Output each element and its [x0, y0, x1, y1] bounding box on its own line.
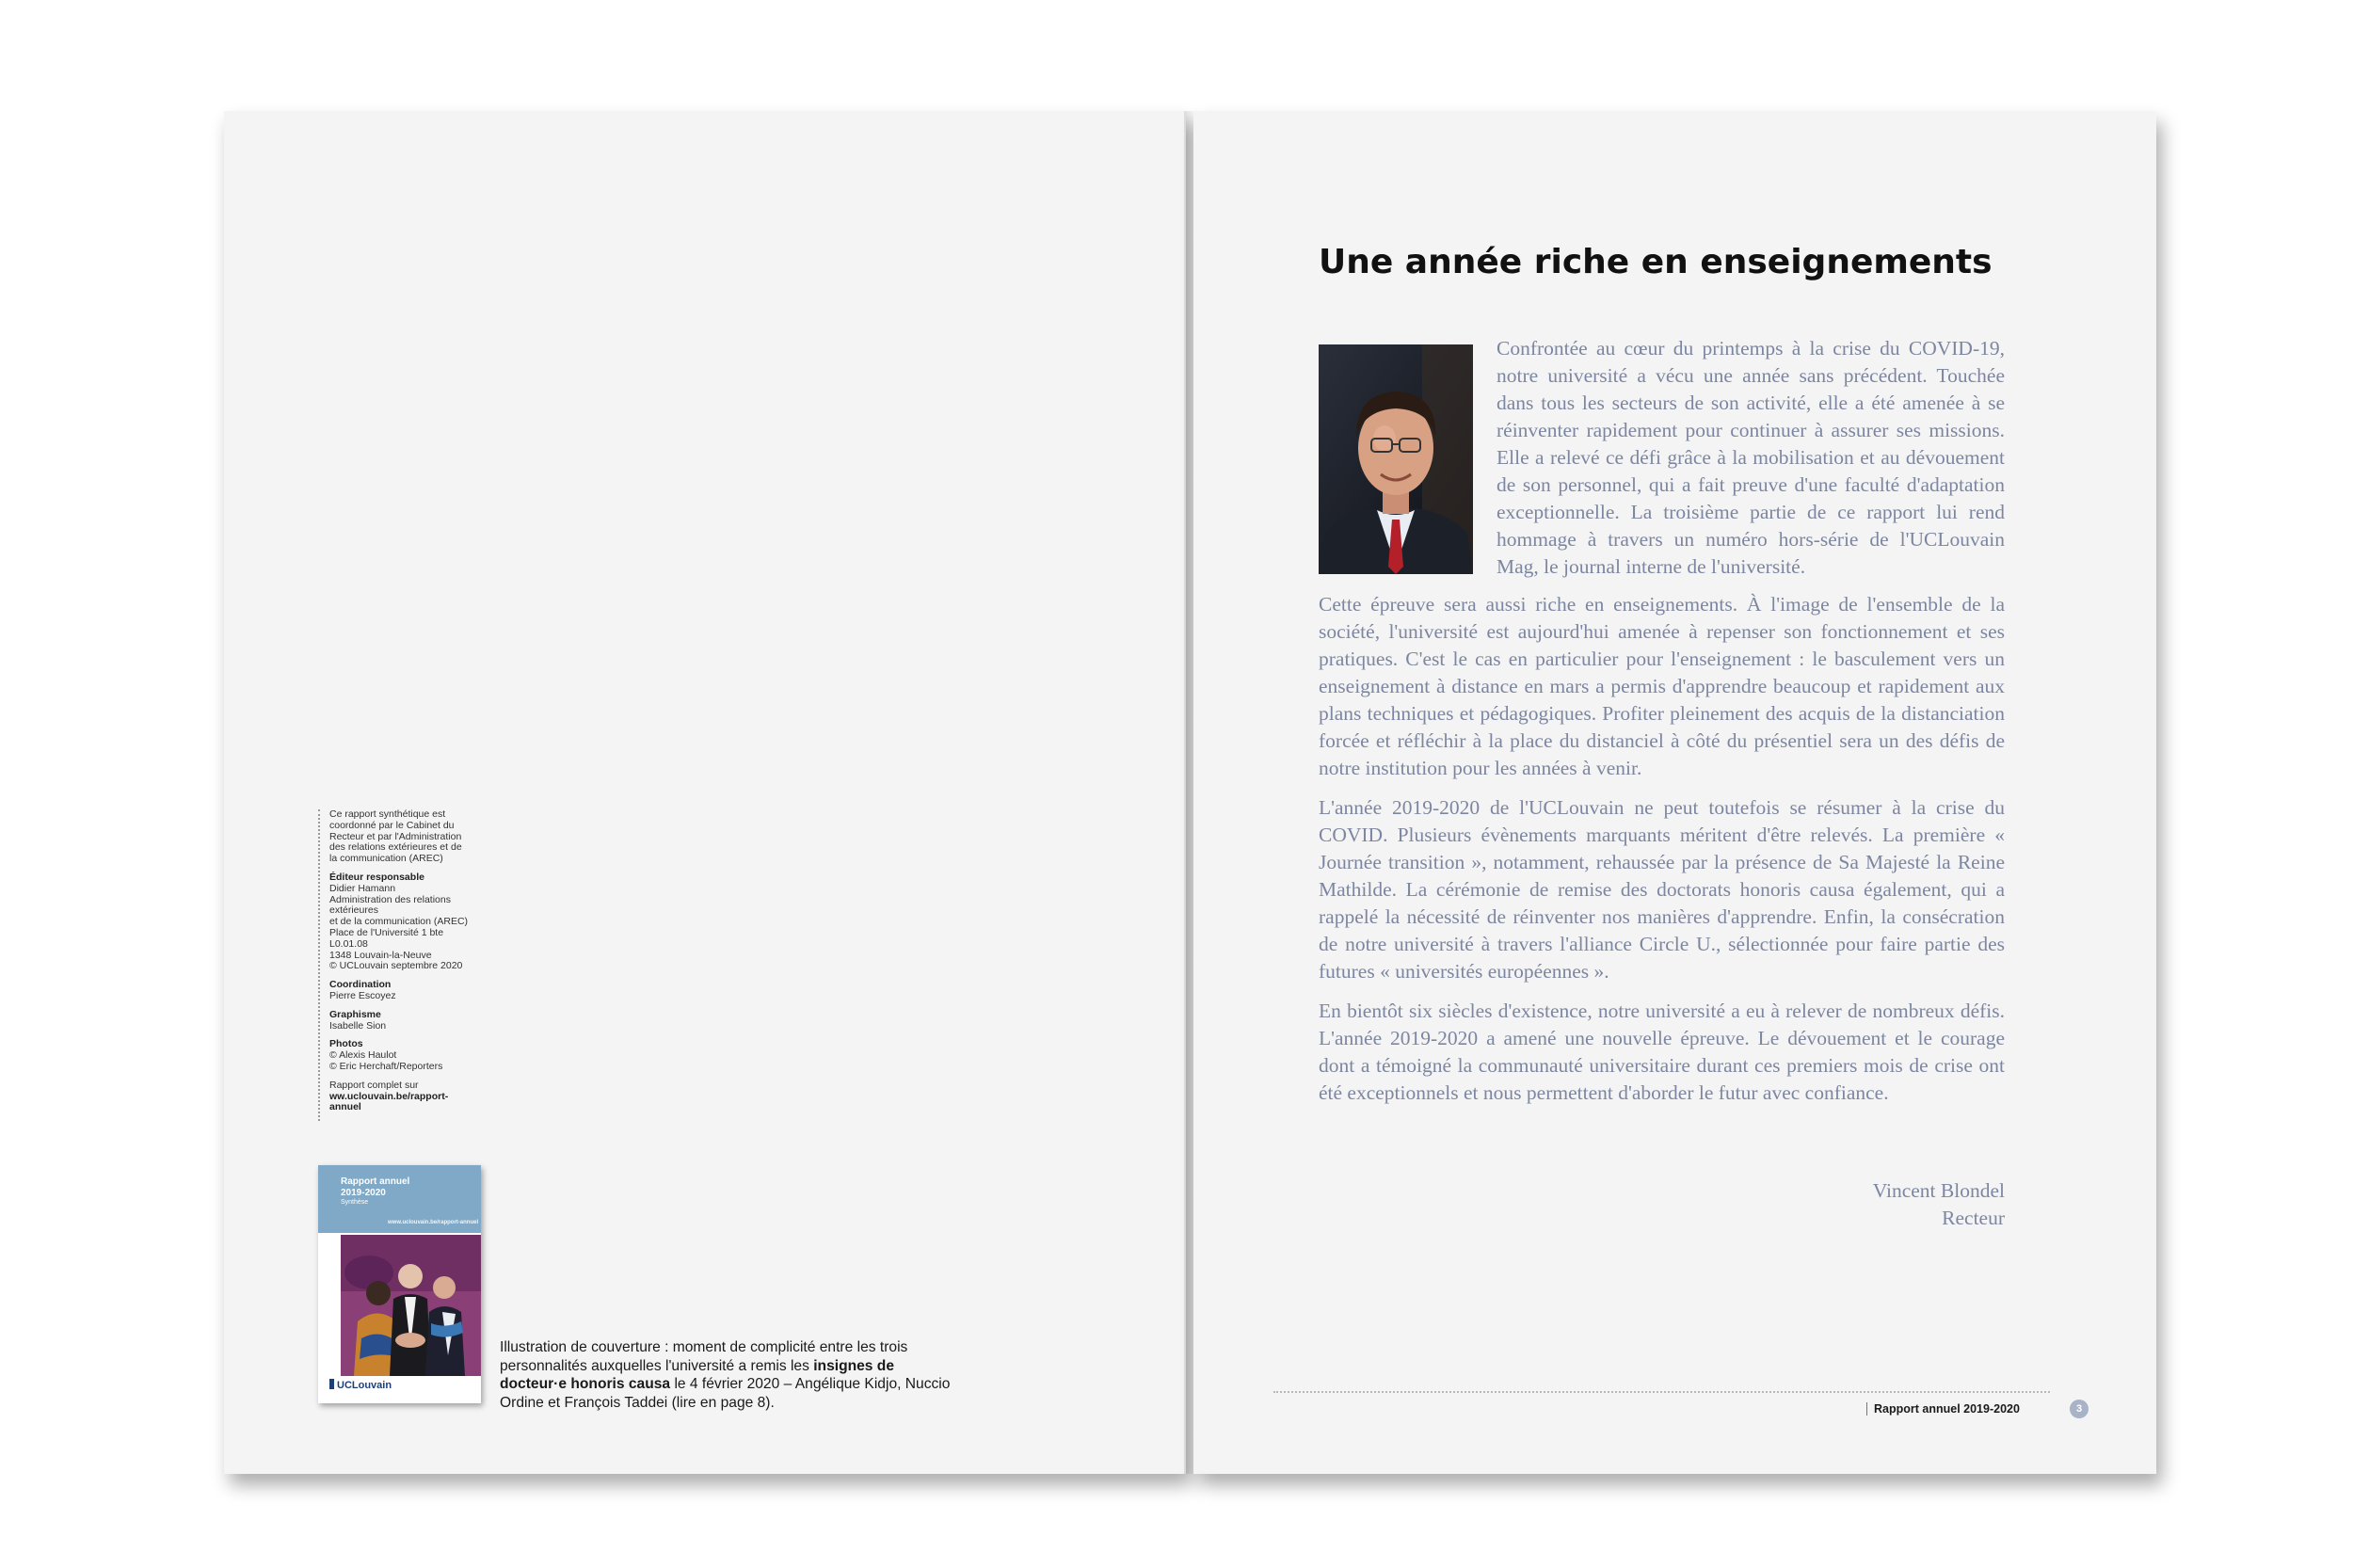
- colophon-editor-heading: Éditeur responsable: [329, 871, 424, 883]
- caption-bold-text: insignes de docteur·e honoris causa: [500, 1357, 895, 1392]
- colophon-editor-line: © UCLouvain septembre 2020: [329, 960, 463, 972]
- caption-text: Illustration de couverture : moment de complicité entre les trois personnalités auxquelles l'université a remis les: [500, 1339, 908, 1374]
- report-link-url[interactable]: ww.uclouvain.be/rapport-: [329, 1090, 449, 1102]
- colophon-photos-line: © Eric Herchaft/Reporters: [329, 1060, 443, 1072]
- colophon-intro-line: la communication (AREC): [329, 853, 443, 865]
- colophon-coordination: [329, 980, 494, 1002]
- cover-logo: [329, 1379, 392, 1391]
- paragraph-1: Confrontée au cœur du printemps à la crise du COVID-19, notre université a vécu une année sans précédent. Touchée dans tous les secteurs de son activité, elle a été amenée à se réinventer rapidement pour continuer à assurer ses missions. Elle a relevé ce défi grâce à la mobilisation et au dévouement de son personnel, qui a fait preuve d'une faculté d'adaptation exceptionnelle. La troisième partie de ce rapport lui rend hommage à travers un numéro hors-série de l'UCLouvain Mag, le journal interne de l'université.: [1497, 337, 2005, 578]
- colophon-report-link: [329, 1080, 494, 1113]
- paragraph-4: En bientôt six siècles d'existence, notre université a eu à relever de nombreux défis. L'année 2019-2020 a amené une nouvelle épreuve. Le dévouement et le courage dont a témoigné la communauté universitaire durant ces premiers mois de crise ont été exceptionnels et nous permettent d'aborder le futur avec confiance.: [1319, 1000, 2005, 1104]
- colophon-editor-line: L0.01.08: [329, 937, 368, 950]
- colophon-editor-line: Administration des relations: [329, 893, 451, 905]
- signature-name: Vincent Blondel: [1872, 1179, 2005, 1202]
- right-page: [1193, 111, 2156, 1474]
- cover-title: Rapport annuel: [341, 1176, 410, 1187]
- caption-text-end: le 4 février 2020 – Angélique Kidjo, Nuccio Ordine et François Taddei (lire en page 8).: [500, 1376, 951, 1411]
- colophon-intro-line: Ce rapport synthétique est: [329, 808, 446, 820]
- colophon-intro: [329, 809, 494, 865]
- colophon-intro-line: coordonné par le Cabinet du: [329, 819, 455, 831]
- colophon-photos-heading: Photos: [329, 1038, 363, 1050]
- colophon-coordination-line: Pierre Escoyez: [329, 989, 396, 1001]
- paragraph-3: L'année 2019-2020 de l'UCLouvain ne peut toutefois se résumer à la crise du COVID. Plusieurs évènements marquants méritent d'être relevés. La première « Journée transition », notamment, rehaussée par la présence de Sa Majesté la Reine Mathilde. La cérémonie de remise des doctorats honoris causa également, qui a rappelé la nécessité de réinventer nos manières d'apprendre. Enfin, la consécration de notre université à travers l'alliance Circle U., sélectionnée pour faire partie des futures « universités européennes ».: [1319, 796, 2005, 983]
- page-title: Une année riche en enseignements: [1319, 243, 1993, 281]
- article-body: [1319, 591, 2005, 1119]
- colophon-photos: [329, 1039, 494, 1072]
- cover-subtitle: Synthèse: [341, 1199, 369, 1206]
- uclouvain-logo-icon: [329, 1379, 334, 1389]
- colophon-intro-line: Recteur et par l'Administration: [329, 830, 462, 842]
- footer-rule: [1273, 1391, 2050, 1393]
- signature: [1628, 1177, 2005, 1232]
- colophon-intro-line: des relations extérieures et de: [329, 841, 462, 854]
- colophon-editor-line: et de la communication (AREC): [329, 916, 469, 928]
- colophon-design: [329, 1010, 494, 1032]
- cover-caption: [500, 1338, 952, 1412]
- page-number-badge: 3: [2070, 1400, 2089, 1418]
- colophon: [318, 809, 494, 1121]
- colophon-editor-line: extérieures: [329, 904, 378, 917]
- colophon-editor: [329, 872, 494, 972]
- colophon-design-heading: Graphisme: [329, 1008, 381, 1020]
- left-page: [224, 111, 1186, 1474]
- report-link-text: Rapport complet sur: [329, 1079, 419, 1091]
- colophon-editor-line: Didier Hamann: [329, 882, 396, 894]
- paragraph-2: Cette épreuve sera aussi riche en enseignements. À l'image de l'ensemble de la société, l'université est aujourd'hui amenée à repenser son fonctionnement et ses pratiques. C'est le cas en particulier pour l'enseignement : le basculement vers un enseignement à distance en mars a permis d'apprendre beaucoup et rapidement aux plans techniques et pédagogiques. Profiter pleinement des acquis de la distanciation forcée et réfléchir à la place du distanciel à côté du présentiel sera un des défis de notre institution pour les années à venir.: [1319, 593, 2005, 779]
- colophon-photos-line: © Alexis Haulot: [329, 1049, 397, 1062]
- colophon-editor-line: 1348 Louvain-la-Neuve: [329, 949, 432, 961]
- colophon-editor-line: Place de l'Université 1 bte: [329, 926, 444, 938]
- signature-role: Recteur: [1942, 1207, 2005, 1229]
- cover-photo: [341, 1235, 481, 1376]
- cover-url: www.uclouvain.be/rapport-annuel: [388, 1220, 479, 1225]
- colophon-design-line: Isabelle Sion: [329, 1019, 387, 1032]
- report-link-url[interactable]: annuel: [329, 1101, 361, 1113]
- cover-header: [318, 1165, 481, 1233]
- cover-thumbnail: [318, 1165, 481, 1403]
- rector-portrait: [1319, 344, 1473, 574]
- colophon-coordination-heading: Coordination: [329, 979, 392, 991]
- cover-year: 2019-2020: [341, 1188, 386, 1198]
- footer-title: Rapport annuel 2019-2020: [1866, 1402, 2020, 1416]
- cover-logo-text: UCLouvain: [337, 1380, 392, 1391]
